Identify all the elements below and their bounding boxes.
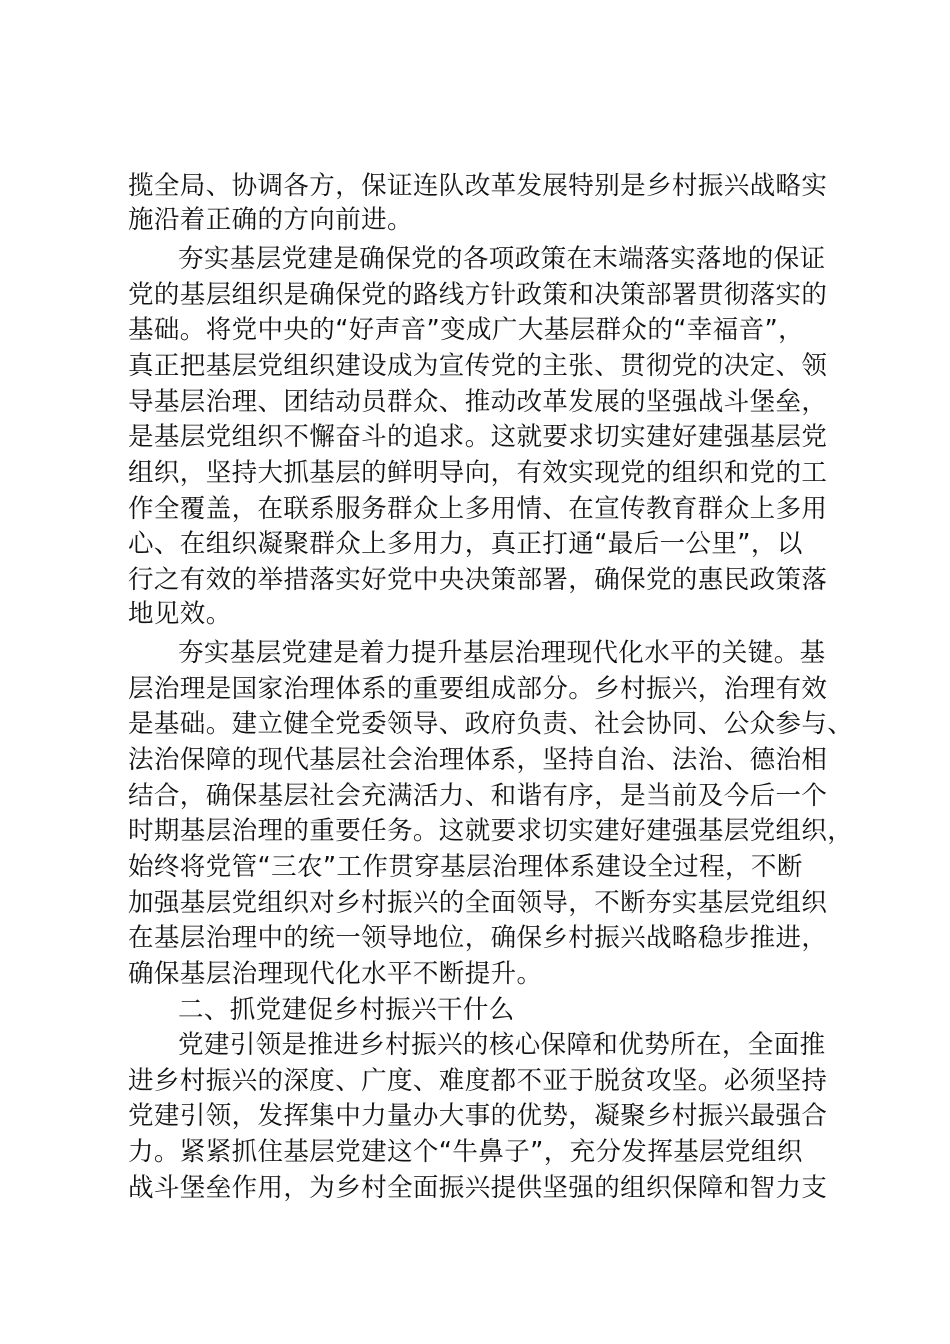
text-line: 确保基层治理现代化水平不断提升。: [128, 959, 543, 989]
text-line: 地见效。: [128, 599, 232, 629]
text-line: 始终将党管“三农”工作贯穿基层治理体系建设全过程，不断: [128, 852, 803, 882]
section-heading: 二、抓党建促乡村振兴干什么: [178, 995, 515, 1025]
text-line: 党建引领是推进乡村振兴的核心保障和优势所在，全面推: [178, 1030, 826, 1060]
text-line: 在基层治理中的统一领导地位，确保乡村振兴战略稳步推进，: [128, 923, 828, 953]
text-line: 基础。将党中央的“好声音”变成广大基层群众的“幸福音”，: [128, 315, 805, 345]
text-line: 组织，坚持大抓基层的鲜明导向，有效实现党的组织和党的工: [128, 458, 828, 488]
text-line: 党建引领，发挥集中力量办大事的优势，凝聚乡村振兴最强合: [128, 1101, 828, 1131]
text-line: 进乡村振兴的深度、广度、难度都不亚于脱贫攻坚。必须坚持: [128, 1066, 828, 1096]
text-line: 行之有效的举措落实好党中央决策部署，确保党的惠民政策落: [128, 565, 828, 595]
text-line: 夯实基层党建是着力提升基层治理现代化水平的关键。基: [178, 638, 826, 668]
text-line: 战斗堡垒作用，为乡村全面振兴提供坚强的组织保障和智力支: [128, 1173, 828, 1203]
text-line: 力。紧紧抓住基层党建这个“牛鼻子”，充分发挥基层党组织: [128, 1137, 803, 1167]
text-line: 加强基层党组织对乡村振兴的全面领导，不断夯实基层党组织: [128, 888, 828, 918]
text-line: 层治理是国家治理体系的重要组成部分。乡村振兴，治理有效: [128, 674, 828, 704]
text-line: 结合，确保基层社会充满活力、和谐有序，是当前及今后一个: [128, 781, 828, 811]
text-line: 党的基层组织是确保党的路线方针政策和决策部署贯彻落实的: [128, 280, 828, 310]
text-line: 作全覆盖，在联系服务群众上多用情、在宣传教育群众上多用: [128, 494, 828, 524]
text-line: 夯实基层党建是确保党的各项政策在末端落实落地的保证: [178, 244, 826, 274]
text-line: 揽全局、协调各方，保证连队改革发展特别是乡村振兴战略实: [128, 171, 828, 201]
text-line: 是基层党组织不懈奋斗的追求。这就要求切实建好建强基层党: [128, 422, 828, 452]
text-line: 心、在组织凝聚群众上多用力，真正打通“最后一公里”，以: [128, 529, 803, 559]
text-line: 真正把基层党组织建设成为宣传党的主张、贯彻党的决定、领: [128, 351, 828, 381]
text-line: 是基础。建立健全党委领导、政府负责、社会协同、公众参与、: [128, 709, 854, 739]
text-line: 时期基层治理的重要任务。这就要求切实建好建强基层党组织，: [128, 816, 854, 846]
text-line: 法治保障的现代基层社会治理体系，坚持自治、法治、德治相: [128, 745, 828, 775]
text-line: 施沿着正确的方向前进。: [128, 205, 413, 235]
text-line: 导基层治理、团结动员群众、推动改革发展的坚强战斗堡垒，: [128, 387, 828, 417]
